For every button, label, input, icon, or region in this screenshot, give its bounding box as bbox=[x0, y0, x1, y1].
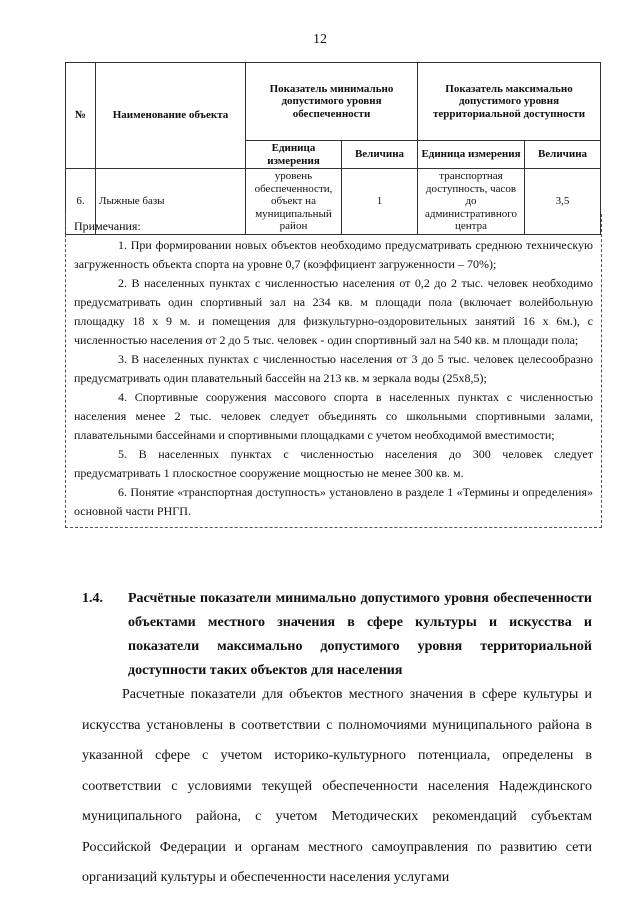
cell-max-value: 3,5 bbox=[525, 169, 601, 235]
notes-title: Примечания: bbox=[74, 219, 141, 233]
note-item: 3. В населенных пунктах с численностью населения от 3 до 5 тыс. человек целесообразно предусматривать один плавательный бассейн на 213 кв. м зеркала воды (25х8,5); bbox=[74, 352, 593, 385]
note-item: 6. Понятие «транспортная доступность» установлено в разделе 1 «Термины и определения» основной части РНГП. bbox=[74, 485, 593, 518]
body-paragraph: Расчетные показатели для объектов местного значения в сфере культуры и искусства установлены в соответствии с полномочиями муниципального района в указанной сфере с учетом историко-культурного потенциала, определены в соответствии с условиями текущей обеспеченности населения Надеждинского муниципального района, с учетом Методических рекомендаций субъектам Российской Федерации и органам местного самоуправления по развитию сети организаций культуры и обеспеченности населения услугами bbox=[82, 687, 592, 885]
norms-table bbox=[65, 62, 601, 235]
table-header-row bbox=[66, 63, 601, 141]
section-heading bbox=[82, 587, 592, 683]
cell-max-unit: транспортная доступность, часов до административного центра bbox=[418, 169, 525, 235]
header-max-value: Величина bbox=[525, 141, 601, 169]
header-min-group: Показатель минимально допустимого уровня обеспеченности bbox=[246, 63, 418, 141]
header-name: Наименование объекта bbox=[96, 63, 246, 169]
header-min-unit: Единица измерения bbox=[246, 141, 342, 169]
section-number: 1.4. bbox=[82, 591, 103, 606]
body-text bbox=[82, 680, 592, 894]
header-min-value: Величина bbox=[342, 141, 418, 169]
cell-min-unit: уровень обеспеченности, объект на муниципальный район bbox=[246, 169, 342, 235]
note-item: 2. В населенных пунктах с численностью населения от 0,2 до 2 тыс. человек необходимо предусматривать один спортивный зал на 234 кв. м площади пола (включает волейбольную площадку 18 х 9 м. и помещения для физкультурно-оздоровительных занятий 16 х 6м.), с численностью населения от 2 до 5 тыс. человек - один спортивный зал на 540 кв. м площади пола; bbox=[74, 276, 593, 347]
notes-block bbox=[65, 214, 602, 528]
page-number: 12 bbox=[313, 32, 327, 47]
note-item: 4. Спортивные сооружения массового спорта в населенных пунктах с численностью населения менее 2 тыс. человек следует объединять со школьными спортивными залами, плавательными бассейнами и спортивными площадками с учетом необходимой вместимости; bbox=[74, 390, 593, 442]
note-item: 1. При формировании новых объектов необходимо предусматривать среднюю техническую загруженность объекта спорта на уровне 0,7 (коэффициент загруженности – 70%); bbox=[74, 238, 593, 271]
note-item: 5. В населенных пунктах с численностью населения до 300 человек следует предусматривать 1 плоскостное сооружение мощностью не менее 300 кв. м. bbox=[74, 447, 593, 480]
cell-num: 6. bbox=[66, 169, 96, 235]
cell-name: Лыжные базы bbox=[96, 169, 246, 235]
section-title: Расчётные показатели минимально допустимого уровня обеспеченности объектами местного значения в сфере культуры и искусства и показатели максимально допустимого уровня территориальной доступности таких объектов для населения bbox=[128, 591, 592, 678]
header-max-group: Показатель максимально допустимого уровня территориальной доступности bbox=[418, 63, 601, 141]
header-num: № bbox=[66, 63, 96, 169]
cell-min-value: 1 bbox=[342, 169, 418, 235]
header-max-unit: Единица измерения bbox=[418, 141, 525, 169]
